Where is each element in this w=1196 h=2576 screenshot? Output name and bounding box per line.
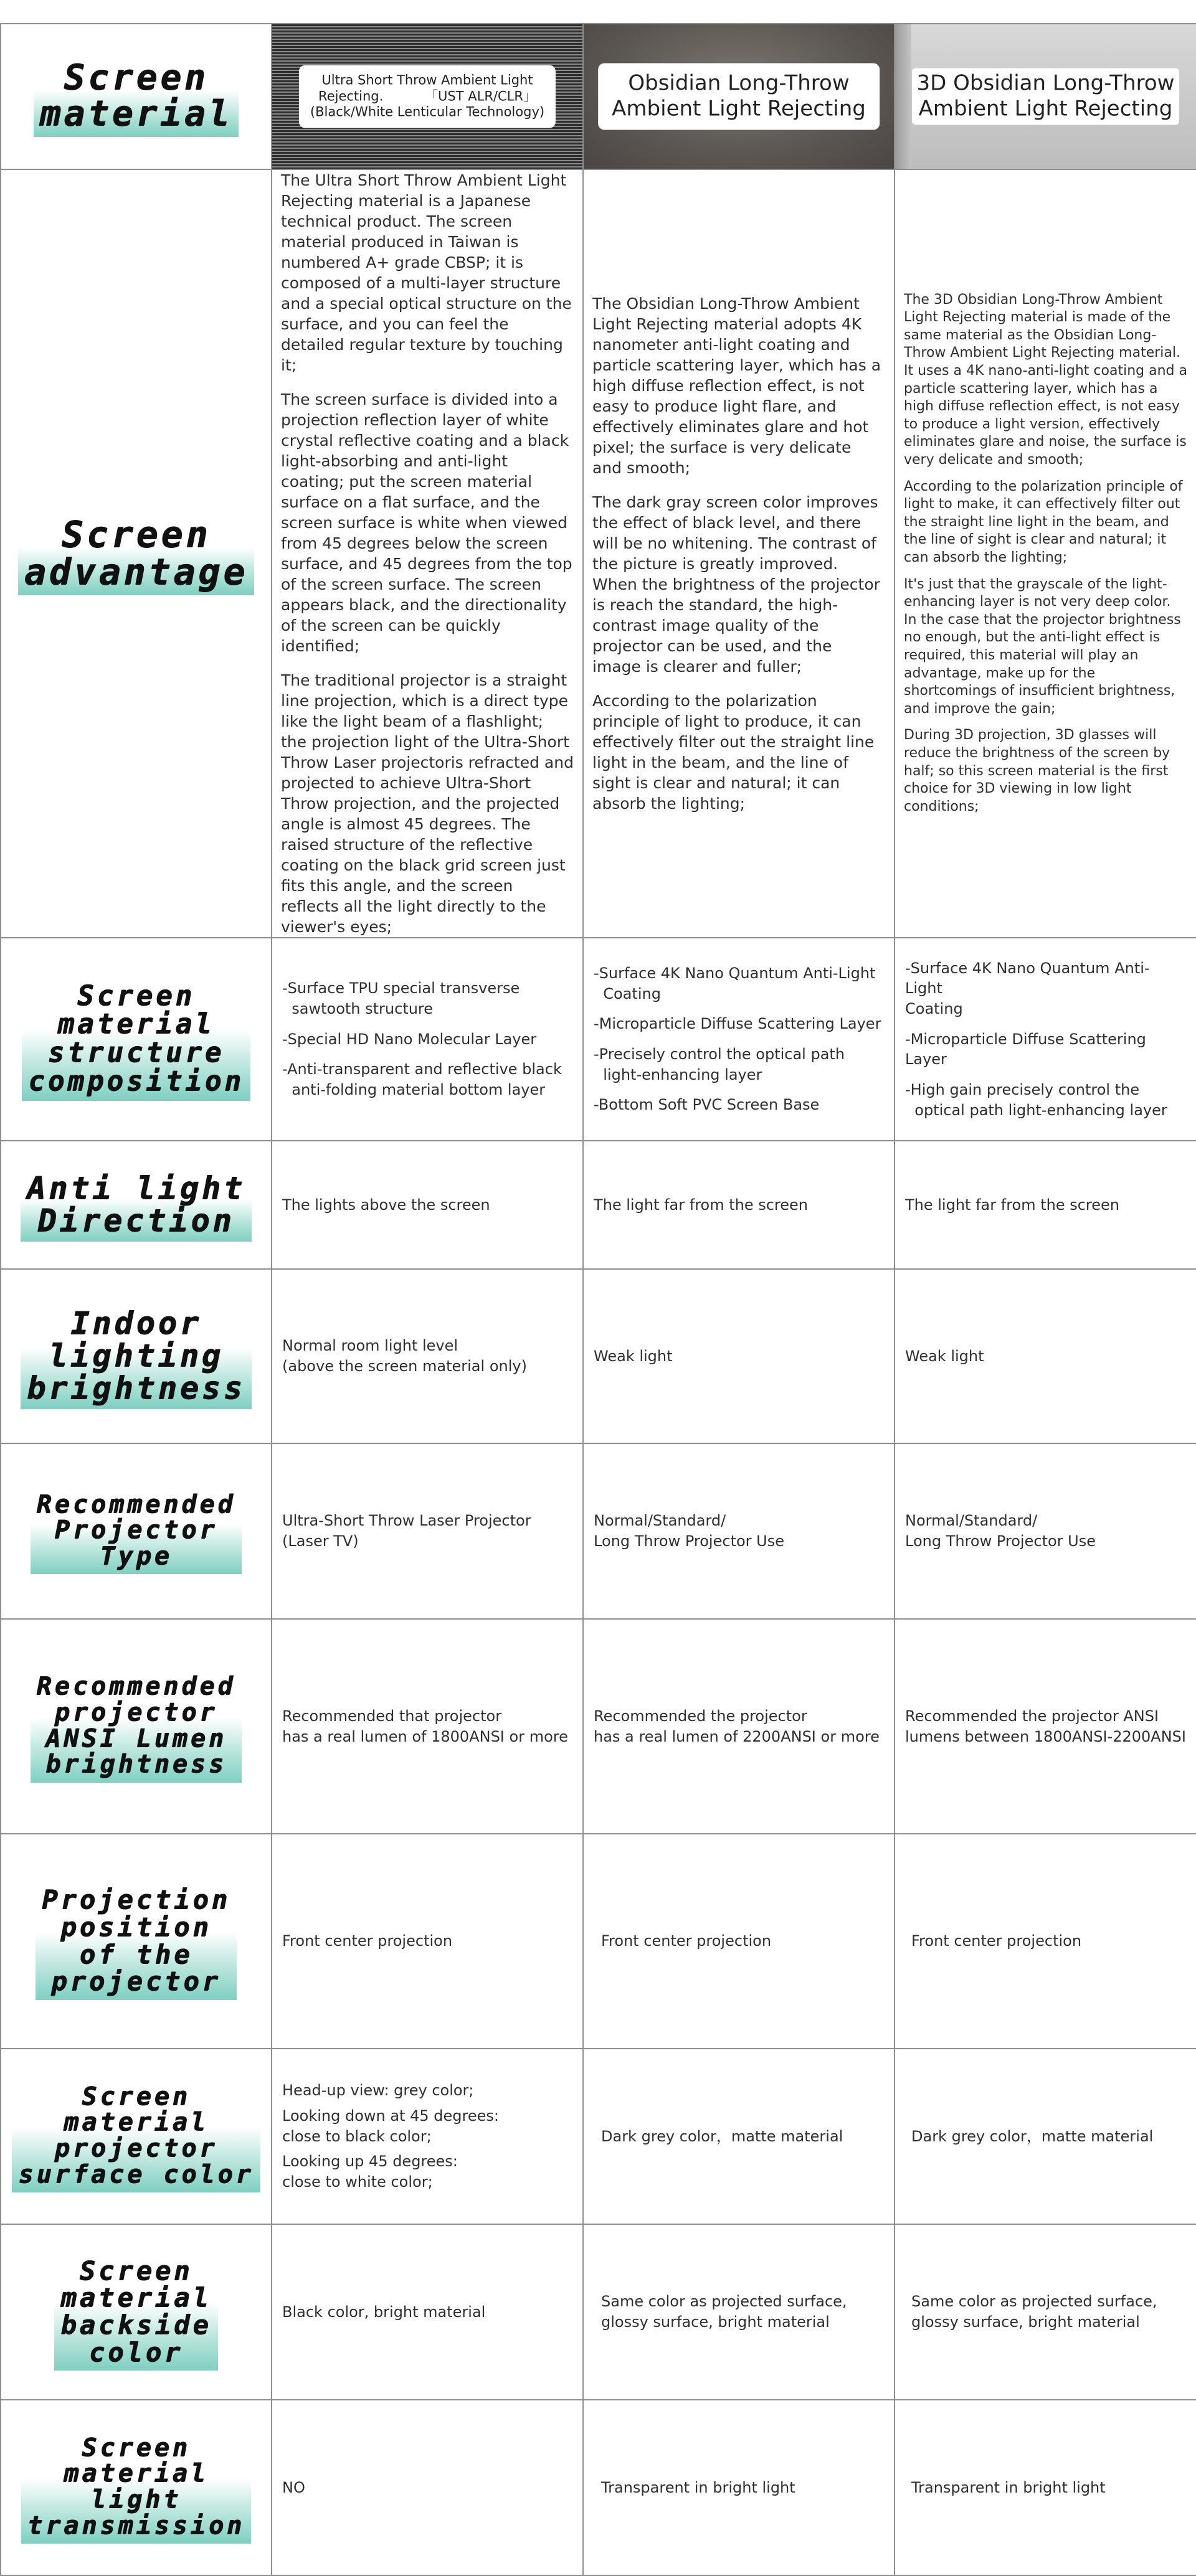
- structure-item: [594, 1095, 884, 1115]
- surface-color-item: [282, 2151, 572, 2192]
- backside-line: Same color as projected surface,: [911, 2293, 1157, 2311]
- row-anti-light-direction: [1, 1141, 1196, 1269]
- indoor-line: Weak light: [594, 1347, 673, 1365]
- advantage-paragraph: The traditional projector is a straight line projection, which is a direct type like the light beam of a flashlight; the projection light of the Ultra-Short Throw Laser projectoris refracted and projected to achieve Ultra-Short Throw projection, and the projected angle is almost 45 degrees. The raised structure of the reflective coating on the black grid screen just fits this angle, and the screen reflects all the light directly to the viewer's eyes;: [281, 671, 574, 936]
- header-cell-surface-color: [1, 2049, 272, 2224]
- anti-light-cell-obsidian: [583, 1141, 895, 1269]
- advantage-paragraph: According to the polarization principle of light to produce, it can effectively filter out the straight line light in the beam, and the line of sight is clear and natural; it can absorb the lighting;: [592, 692, 875, 813]
- label-line: backside: [60, 2309, 212, 2340]
- structure-line: sawtooth structure: [282, 1000, 434, 1018]
- row-label-surface-color: [12, 2080, 260, 2192]
- row-label-projector-type: [31, 1488, 242, 1575]
- backside-line: glossy surface, bright material: [601, 2313, 830, 2331]
- row-backside-color: [1, 2224, 1196, 2400]
- surface-color-line: Dark grey color，matte material: [911, 2127, 1154, 2145]
- label-line: Direction: [37, 1202, 235, 1238]
- structure-cell-obsidian: [583, 938, 895, 1141]
- label-line: ANSI Lumen: [45, 1724, 227, 1753]
- badge-line: Ambient Light Rejecting: [612, 97, 866, 121]
- surface-color-cell-3d-obsidian: [895, 2049, 1196, 2224]
- label-line: composition: [28, 1065, 244, 1097]
- label-line: projector: [54, 1697, 218, 1727]
- row-projection-position: [1, 1834, 1196, 2049]
- projector-type-line: Normal/Standard/: [594, 1512, 726, 1530]
- badge-line: Rejecting. 「UST ALR/CLR」: [318, 88, 536, 104]
- structure-line: -High gain precisely control the: [905, 1080, 1140, 1098]
- advantage-paragraph: The dark gray screen color improves the effect of black level, and there will be no whitening. The contrast of the picture is greatly improved. When the brightness of the projector is reach the standard, the high-contrast image quality of the projector can be used, and the image is clearer and fuller;: [592, 493, 880, 676]
- position-cell-obsidian: [583, 1834, 895, 2049]
- anti-light-value: The light far from the screen: [905, 1196, 1120, 1214]
- structure-item: [905, 1029, 1186, 1070]
- label-line: lighting: [49, 1338, 224, 1374]
- label-line: Screen: [82, 2433, 191, 2462]
- projector-type-line: Long Throw Projector Use: [594, 1532, 784, 1550]
- structure-item: [594, 1014, 884, 1034]
- badge-line: Ultra Short Throw Ambient Light: [321, 72, 533, 88]
- structure-line: -Surface 4K Nano Quantum Anti-Light: [905, 959, 1150, 998]
- projector-type-cell-3d-obsidian: [895, 1443, 1196, 1619]
- position-value: Front center projection: [911, 1932, 1082, 1950]
- ansi-line: Recommended the projector ANSI: [905, 1707, 1159, 1725]
- projector-type-cell-ust-alr: [272, 1443, 583, 1619]
- projector-type-line: Normal/Standard/: [905, 1512, 1038, 1530]
- label-line: advantage: [24, 550, 249, 593]
- label-line: material: [64, 2459, 209, 2488]
- indoor-line: Normal room light level: [282, 1337, 458, 1355]
- row-label-projection-position: [36, 1882, 237, 2000]
- badge-line: Obsidian Long-Throw: [628, 70, 850, 96]
- advantage-paragraph: According to the polarization principle of light to make, it can effectively filter out the straight line light in the beam, and the line of sight is clear and natural; it can absorb the lighting;: [904, 478, 1183, 565]
- backside-cell-obsidian: [583, 2224, 895, 2400]
- surface-color-line: Dark grey color，matte material: [601, 2127, 843, 2145]
- structure-line: -Bottom Soft PVC Screen Base: [594, 1096, 820, 1114]
- material-swatch-obsidian: [583, 24, 895, 169]
- structure-line: -Surface TPU special transverse: [282, 979, 520, 998]
- structure-item: [282, 978, 572, 1019]
- advantage-paragraph: The Ultra Short Throw Ambient Light Rejecting material is a Japanese technical product. The screen material produced in Taiwan is numbered A+ grade CBSP; it is composed of a multi-layer structure and a special optical structure on the surface, and you can feel the detailed regular texture by touching it;: [281, 171, 572, 374]
- advantage-cell-ust-alr: [272, 169, 583, 938]
- material-name-badge: [299, 65, 556, 128]
- anti-light-cell-ust-alr: [272, 1141, 583, 1269]
- indoor-line: (above the screen material only): [282, 1357, 527, 1375]
- label-line: material: [39, 93, 233, 134]
- row-screen-material: [1, 24, 1196, 169]
- material-name-badge: [912, 68, 1180, 125]
- transmission-value: NO: [282, 2478, 305, 2496]
- header-cell-projection-position: [1, 1834, 272, 2049]
- structure-item: [905, 958, 1186, 1019]
- header-cell-light-transmission: [1, 2400, 272, 2575]
- comparison-page: [0, 23, 1196, 2576]
- label-line: light: [90, 2485, 182, 2514]
- row-label-screen-advantage: [18, 512, 254, 596]
- ansi-line: lumens between 1800ANSI-2200ANSI: [905, 1727, 1186, 1745]
- label-line: surface color: [18, 2159, 254, 2189]
- anti-light-value: The lights above the screen: [282, 1196, 490, 1214]
- row-light-transmission: [1, 2400, 1196, 2575]
- indoor-cell-obsidian: [583, 1269, 895, 1443]
- advantage-paragraph: The Obsidian Long-Throw Ambient Light Rejecting material adopts 4K nanometer anti-light coating and particle scattering layer, which has a high diffuse reflection effect, is not easy to produce light flare, and effectively eliminates glare and hot pixel; the surface is very delicate and smooth;: [592, 295, 881, 477]
- header-cell-screen-advantage: [1, 169, 272, 938]
- transmission-value: Transparent in bright light: [601, 2478, 795, 2496]
- header-cell-projector-type: [1, 1443, 272, 1619]
- material-name-badge: [598, 64, 880, 130]
- row-label-indoor-lighting: [21, 1303, 252, 1409]
- label-line: brightness: [45, 1750, 227, 1779]
- advantage-cell-3d-obsidian: [895, 169, 1196, 938]
- ansi-line: Recommended the projector: [594, 1707, 807, 1725]
- label-line: material: [64, 2108, 209, 2137]
- label-line: Recommended: [36, 1672, 236, 1701]
- surface-color-cell-obsidian: [583, 2049, 895, 2224]
- advantage-cell-obsidian: [583, 169, 895, 938]
- advantage-paragraph: The screen surface is divided into a projection reflection layer of white crystal reflective coating and a black light-absorbing and anti-light coating; put the screen material surface on a flat surface, and the screen surface is white when viewed from 45 degrees below the screen surface, and 45 degrees from the top of the screen surface. The screen appears black, and the directionality of the screen can be quickly identified;: [281, 390, 572, 655]
- row-label-backside-color: [54, 2253, 217, 2371]
- row-structure-composition: [1, 938, 1196, 1141]
- transmission-cell-obsidian: [583, 2400, 895, 2575]
- indoor-cell-ust-alr: [272, 1269, 583, 1443]
- advantage-paragraph: The 3D Obsidian Long-Throw Ambient Light Rejecting material is made of the same material as the Obsidian Long-Throw Ambient Light Rejecting material. It uses a 4K nano-anti-light coating and a particle scattering layer, which has a high diffuse reflection effect, is not easy to produce a light version, effectively eliminates glare and noise, the surface is very delicate and smooth;: [904, 291, 1187, 468]
- position-cell-3d-obsidian: [895, 1834, 1196, 2049]
- structure-line: -Precisely control the optical path: [594, 1045, 845, 1063]
- header-cell-backside-color: [1, 2224, 272, 2400]
- ansi-cell-obsidian: [583, 1619, 895, 1834]
- transmission-cell-ust-alr: [272, 2400, 583, 2575]
- label-line: Anti light: [26, 1170, 246, 1206]
- structure-line: -Microparticle Diffuse Scattering Layer: [905, 1030, 1146, 1069]
- badge-line: 3D Obsidian Long-Throw: [916, 70, 1175, 96]
- label-line: of the: [79, 1938, 193, 1970]
- row-label-anti-light: [21, 1168, 252, 1242]
- structure-line: light-enhancing layer: [594, 1065, 762, 1083]
- label-line: Screen: [61, 512, 211, 555]
- structure-line: Coating: [594, 984, 661, 1003]
- anti-light-value: The light far from the screen: [594, 1196, 809, 1214]
- label-line: structure: [47, 1037, 225, 1069]
- row-label-light-transmission: [21, 2432, 251, 2544]
- structure-line: optical path light-enhancing layer: [905, 1101, 1167, 1119]
- label-line: Screen: [77, 979, 195, 1012]
- surface-color-cell-ust-alr: [272, 2049, 583, 2224]
- row-projector-type: [1, 1443, 1196, 1619]
- backside-line: Black color, bright material: [282, 2303, 486, 2321]
- label-line: Projector: [54, 1516, 218, 1545]
- structure-item: [282, 1029, 572, 1050]
- material-swatch-3d-obsidian: [895, 24, 1196, 169]
- surface-color-line: close to white color;: [282, 2173, 433, 2191]
- surface-color-item: [282, 2106, 572, 2146]
- structure-item: [282, 1059, 572, 1100]
- structure-line: -Microparticle Diffuse Scattering Layer: [594, 1015, 881, 1033]
- row-surface-color: [1, 2049, 1196, 2224]
- advantage-paragraph: It's just that the grayscale of the light-enhancing layer is not very deep color. In the case that the projector brightness no enough, but the anti-light effect is required, this material will play an advantage, make up for the shortcomings of insufficient brightness, and improve the gain;: [904, 576, 1181, 717]
- projector-type-line: Ultra-Short Throw Laser Projector: [282, 1512, 531, 1530]
- position-value: Front center projection: [282, 1932, 453, 1950]
- ansi-line: has a real lumen of 2200ANSI or more: [594, 1727, 880, 1745]
- anti-light-cell-3d-obsidian: [895, 1141, 1196, 1269]
- backside-line: Same color as projected surface,: [601, 2293, 847, 2311]
- row-label-ansi-lumen: [31, 1670, 242, 1782]
- position-cell-ust-alr: [272, 1834, 583, 2049]
- label-line: transmission: [27, 2511, 245, 2540]
- ansi-line: has a real lumen of 1800ANSI or more: [282, 1727, 568, 1745]
- surface-color-item: [282, 2080, 572, 2101]
- label-line: color: [88, 2336, 184, 2367]
- backside-cell-3d-obsidian: [895, 2224, 1196, 2400]
- position-value: Front center projection: [601, 1932, 772, 1950]
- structure-cell-ust-alr: [272, 938, 583, 1141]
- advantage-paragraph: During 3D projection, 3D glasses will reduce the brightness of the screen by half; so this screen material is the first choice for 3D viewing in low light conditions;: [904, 727, 1170, 814]
- header-cell-screen-material: [1, 24, 272, 169]
- row-ansi-lumen: [1, 1619, 1196, 1834]
- row-label-screen-material: [34, 56, 239, 137]
- row-indoor-lighting: [1, 1269, 1196, 1443]
- surface-color-line: Looking down at 45 degrees:: [282, 2107, 499, 2125]
- structure-line: Coating: [905, 1000, 963, 1018]
- label-line: material: [57, 1008, 215, 1040]
- indoor-cell-3d-obsidian: [895, 1269, 1196, 1443]
- label-line: material: [60, 2282, 212, 2313]
- header-cell-ansi-lumen: [1, 1619, 272, 1834]
- label-line: Screen: [64, 57, 209, 98]
- label-line: projector: [54, 2134, 218, 2163]
- label-line: Type: [100, 1541, 173, 1570]
- row-label-structure: [22, 978, 250, 1101]
- transmission-cell-3d-obsidian: [895, 2400, 1196, 2575]
- row-screen-advantage: [1, 169, 1196, 938]
- projector-type-cell-obsidian: [583, 1443, 895, 1619]
- header-cell-indoor-lighting: [1, 1269, 272, 1443]
- label-line: Screen: [82, 2082, 191, 2111]
- surface-color-line: Head-up view: grey color;: [282, 2082, 474, 2100]
- label-line: Screen: [79, 2255, 193, 2286]
- surface-color-line: close to black color;: [282, 2127, 432, 2145]
- backside-cell-ust-alr: [272, 2224, 583, 2400]
- projector-type-line: (Laser TV): [282, 1532, 359, 1550]
- header-cell-structure: [1, 938, 272, 1141]
- structure-item: [905, 1080, 1186, 1120]
- projector-type-line: Long Throw Projector Use: [905, 1532, 1096, 1550]
- surface-color-line: Looking up 45 degrees:: [282, 2153, 458, 2171]
- label-line: projector: [51, 1966, 221, 1997]
- ansi-cell-3d-obsidian: [895, 1619, 1196, 1834]
- label-line: Projection: [42, 1884, 230, 1915]
- structure-line: anti-folding material bottom layer: [282, 1080, 546, 1098]
- structure-item: [594, 1044, 884, 1085]
- ansi-line: Recommended that projector: [282, 1707, 502, 1725]
- transmission-value: Transparent in bright light: [911, 2478, 1106, 2496]
- badge-line: Ambient Light Rejecting: [918, 97, 1173, 121]
- material-swatch-ust-alr: [272, 24, 583, 169]
- structure-cell-3d-obsidian: [895, 938, 1196, 1141]
- structure-item: [594, 963, 884, 1004]
- badge-line: (Black/White Lenticular Technology): [310, 104, 545, 120]
- structure-line: -Special HD Nano Molecular Layer: [282, 1030, 537, 1048]
- label-line: position: [60, 1911, 212, 1942]
- indoor-line: Weak light: [905, 1347, 984, 1365]
- label-line: brightness: [26, 1370, 246, 1406]
- screen-material-comparison-table: [0, 23, 1196, 2576]
- backside-line: glossy surface, bright material: [911, 2313, 1140, 2331]
- ansi-cell-ust-alr: [272, 1619, 583, 1834]
- label-line: Recommended: [36, 1489, 236, 1519]
- label-line: Indoor: [70, 1305, 202, 1341]
- structure-line: -Anti-transparent and reflective black: [282, 1060, 562, 1078]
- header-cell-anti-light: [1, 1141, 272, 1269]
- structure-line: -Surface 4K Nano Quantum Anti-Light: [594, 965, 876, 983]
